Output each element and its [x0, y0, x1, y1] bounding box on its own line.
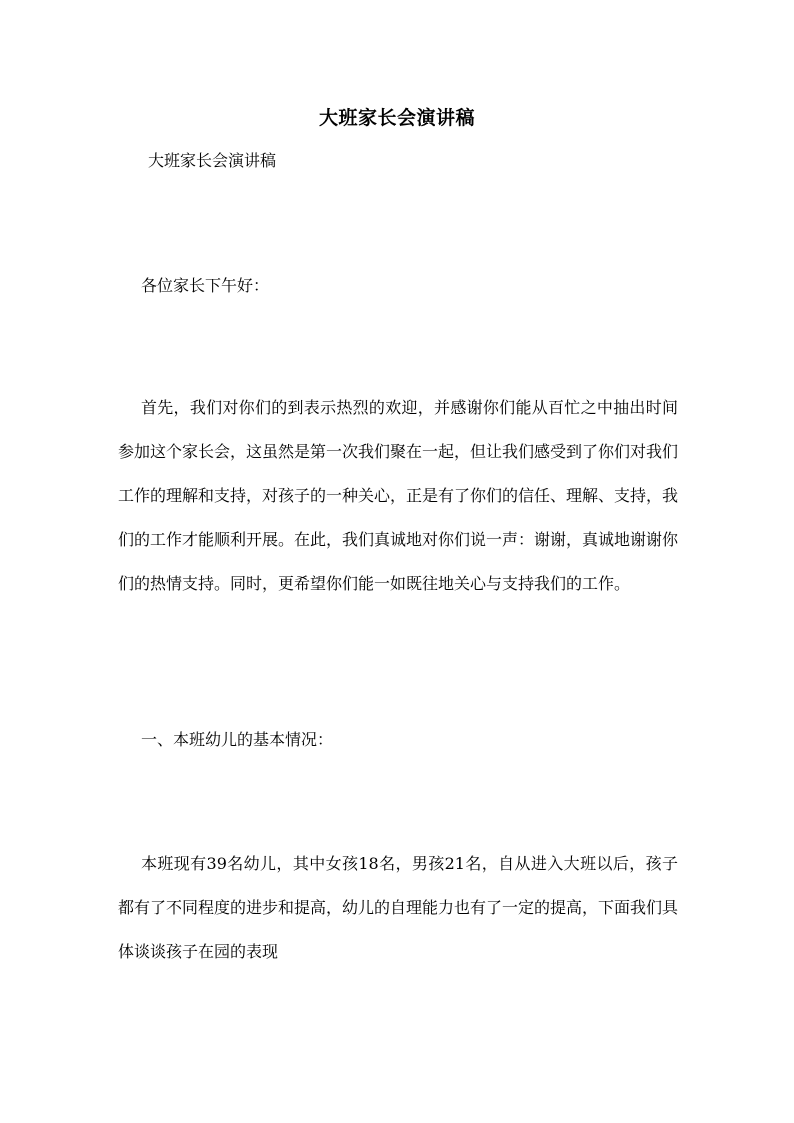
- section-heading: 一、本班幼儿的基本情况：: [141, 730, 334, 749]
- basic-info-paragraph: 本班现有39名幼儿，其中女孩18名，男孩21名，自从进入大班以后，孩子都有了不同程度的进步和提高，幼儿的自理能力也有了一定的提高，下面我们具体谈谈孩子在园的表现: [118, 854, 679, 961]
- document-subtitle: 大班家长会演讲稿: [148, 151, 277, 170]
- greeting-paragraph: 各位家长下午好：: [141, 276, 270, 295]
- document-title: 大班家长会演讲稿: [318, 107, 475, 129]
- intro-paragraph: 首先，我们对你们的到表示热烈的欢迎，并感谢你们能从百忙之中抽出时间参加这个家长会，这虽然是第一次我们聚在一起，但让我们感受到了你们对我们工作的理解和支持，对孩子的一种关心，正是有了你们的信任、理解、支持，我们的工作才能顺利开展。在此，我们真诚地对你们说一声：谢谢，真诚地谢谢你们的热情支持。同时，更希望你们能一如既往地关心与支持我们的工作。: [118, 398, 679, 593]
